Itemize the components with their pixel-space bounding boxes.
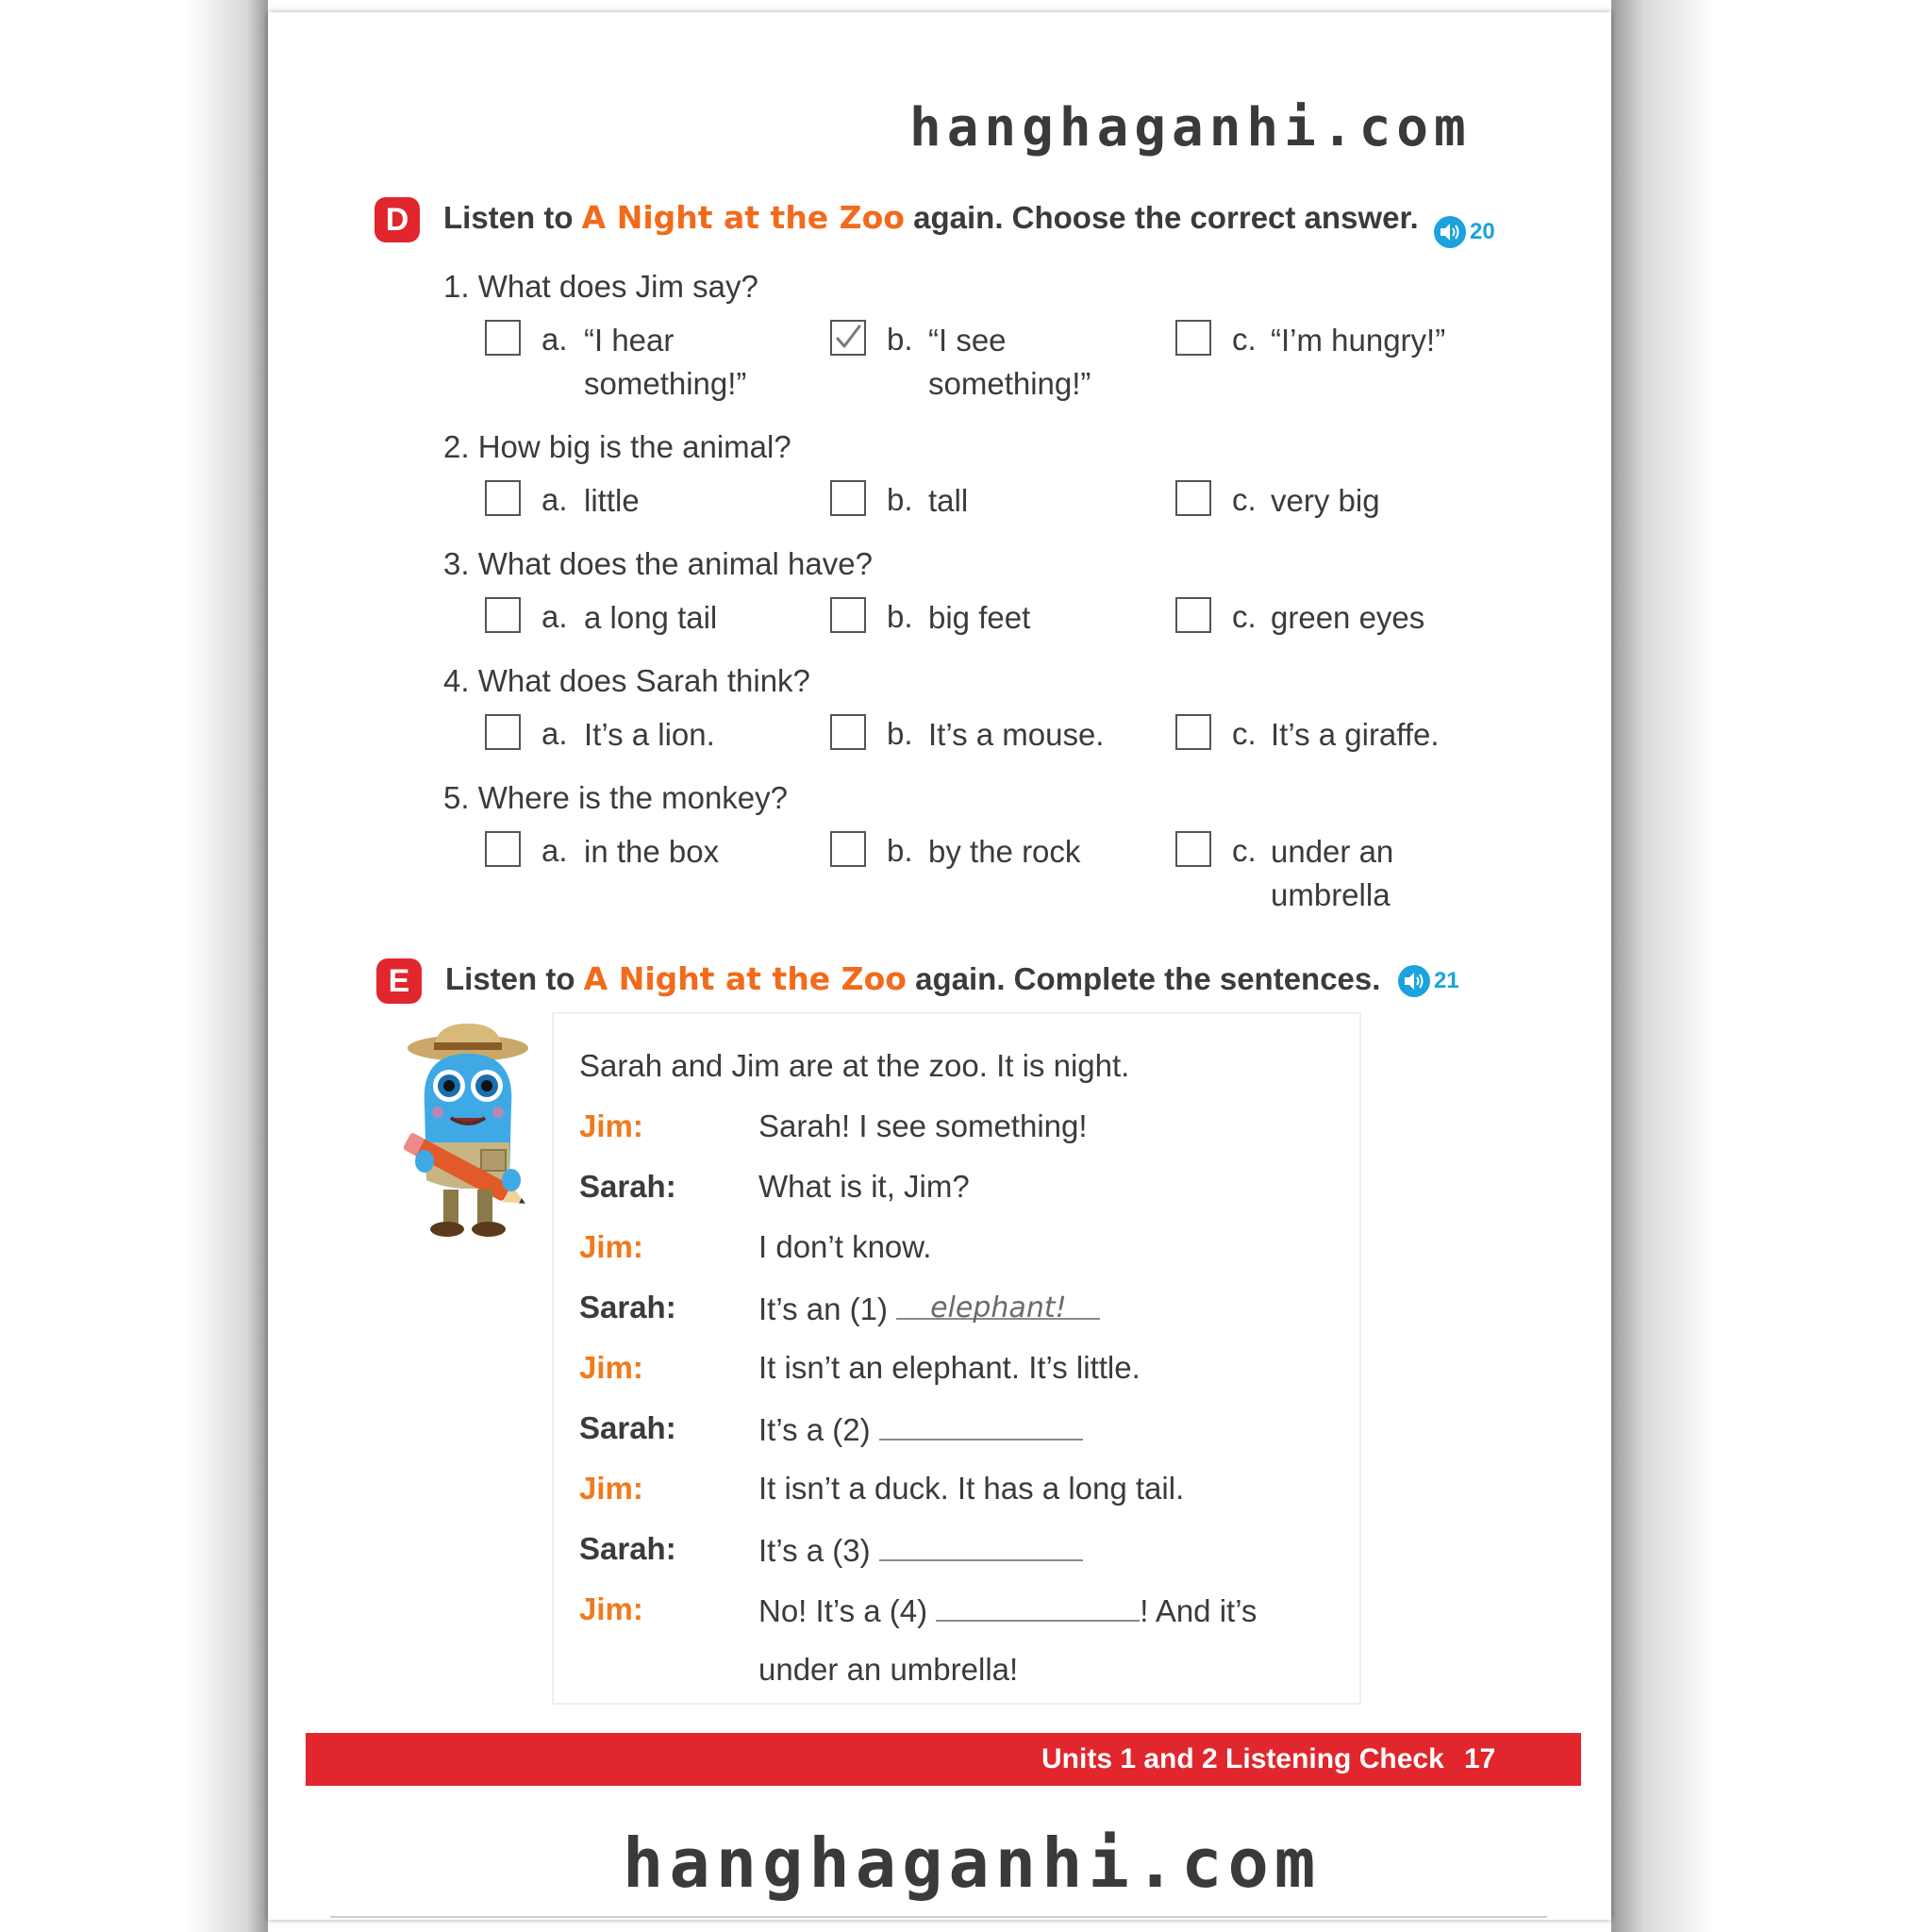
section-d-badge: D [375, 197, 420, 242]
option-line: “I hear [584, 323, 675, 358]
backdrop-right [1611, 0, 1932, 1932]
option-line: umbrella [1271, 877, 1391, 912]
speaker-label: Sarah: [579, 1410, 676, 1445]
speaker-label: Jim: [579, 1229, 643, 1264]
question-text: How big is the animal? [477, 429, 791, 464]
section-e-badge: E [376, 958, 422, 1004]
speaker-icon [1398, 965, 1430, 997]
option-2a: little [584, 483, 640, 518]
answer-checkbox-4b[interactable] [830, 714, 866, 750]
question-text: What does the animal have? [477, 546, 873, 581]
option-letter: a. [541, 322, 568, 357]
question-3 [443, 546, 873, 582]
checkmark-icon [832, 322, 864, 354]
option-letter: a. [541, 482, 568, 517]
question-text: What does Sarah think? [477, 663, 810, 698]
option-1b [928, 319, 1091, 406]
section-e-instruction [445, 960, 1380, 997]
option-2b: tall [928, 483, 969, 518]
track-number: 20 [1470, 219, 1495, 244]
audio-track-21[interactable] [1398, 965, 1459, 997]
option-3c: green eyes [1271, 600, 1425, 635]
dialogue-line: What is it, Jim? [758, 1169, 970, 1204]
watermark-bottom: hanghaganhi.com [623, 1824, 1322, 1903]
answer-checkbox-2b[interactable] [830, 480, 866, 516]
line-text: It’s a (3) [758, 1533, 871, 1568]
backdrop-left [0, 0, 268, 1932]
answer-checkbox-2a[interactable] [485, 480, 521, 516]
speaker-label: Jim: [579, 1108, 643, 1143]
explorer-mascot-icon [392, 1020, 543, 1251]
page-number: 17 [1464, 1743, 1496, 1774]
dialogue-line: It isn’t an elephant. It’s little. [758, 1350, 1141, 1385]
question-text: Where is the monkey? [477, 780, 789, 815]
option-letter: a. [541, 833, 568, 868]
answer-checkbox-5a[interactable] [485, 831, 521, 867]
option-5c [1271, 830, 1393, 917]
question-number: 5. [443, 780, 470, 815]
answer-checkbox-4c[interactable] [1175, 714, 1211, 750]
dialogue-line [758, 1290, 1100, 1327]
option-letter: c. [1232, 716, 1257, 751]
speaker-label: Sarah: [579, 1531, 676, 1566]
answer-checkbox-3c[interactable] [1175, 597, 1211, 633]
question-5 [443, 780, 788, 816]
option-line: “I see [928, 323, 1007, 358]
option-4a: It’s a lion. [584, 717, 715, 752]
question-4 [443, 663, 810, 699]
line-text: It’s an (1) [758, 1291, 888, 1326]
question-2 [443, 429, 791, 465]
audio-track-20[interactable] [1434, 216, 1495, 248]
track-number: 21 [1434, 968, 1459, 993]
option-letter: c. [1232, 833, 1257, 868]
answer-blank-4[interactable] [936, 1591, 1140, 1622]
answer-checkbox-1c[interactable] [1175, 320, 1211, 356]
answer-checkbox-2c[interactable] [1175, 480, 1211, 516]
instruction-post: again. Choose the correct answer. [913, 200, 1419, 235]
option-1a [584, 319, 746, 406]
option-letter: a. [541, 599, 568, 634]
speaker-label: Sarah: [579, 1169, 676, 1204]
answer-checkbox-5b[interactable] [830, 831, 866, 867]
instruction-pre: Listen to [443, 200, 574, 235]
option-letter: c. [1232, 322, 1257, 357]
option-1c [1271, 319, 1445, 362]
dialogue-line [758, 1410, 1083, 1448]
line-text: No! It’s a (4) [758, 1593, 928, 1628]
answer-blank-2[interactable] [879, 1410, 1083, 1441]
answer-checkbox-3b[interactable] [830, 597, 866, 633]
option-3b: big feet [928, 600, 1031, 635]
watermark-top: hanghaganhi.com [909, 97, 1472, 158]
option-letter: b. [887, 599, 913, 634]
option-line: “I’m hungry!” [1271, 323, 1446, 358]
option-letter: a. [541, 716, 568, 751]
option-4c: It’s a giraffe. [1271, 717, 1440, 752]
dialogue-line: I don’t know. [758, 1229, 932, 1264]
option-5b: by the rock [928, 834, 1081, 869]
option-2c: very big [1271, 483, 1380, 518]
line-text: It’s a (2) [758, 1412, 871, 1447]
dialogue-line: Sarah! I see something! [758, 1108, 1088, 1143]
option-3a: a long tail [584, 600, 718, 635]
speaker-icon [1434, 216, 1466, 248]
option-line: something!” [584, 366, 747, 401]
instruction-pre: Listen to [445, 961, 575, 996]
answer-checkbox-1b[interactable] [830, 320, 866, 356]
option-line: under an [1271, 834, 1394, 869]
answer-checkbox-5c[interactable] [1175, 831, 1211, 867]
question-number: 1. [443, 269, 470, 304]
question-text: What does Jim say? [477, 269, 758, 304]
story-title: A Night at the Zoo [581, 199, 905, 236]
answer-blank-1[interactable] [896, 1290, 1100, 1324]
instruction-post: again. Complete the sentences. [915, 961, 1381, 996]
answer-checkbox-1a[interactable] [485, 320, 521, 356]
story-title: A Night at the Zoo [583, 960, 907, 997]
written-answer: elephant! [930, 1291, 1067, 1324]
dialogue-line-continuation: under an umbrella! [758, 1652, 1019, 1687]
question-number: 4. [443, 663, 470, 698]
option-letter: b. [887, 716, 913, 751]
line-text: ! And it’s [1140, 1593, 1257, 1628]
page-edge-line [330, 1916, 1547, 1918]
dialogue-line [758, 1591, 1257, 1629]
option-line: something!” [928, 366, 1091, 401]
footer-title: Units 1 and 2 Listening Check [1041, 1743, 1444, 1774]
workbook-page [268, 12, 1611, 1920]
option-letter: c. [1232, 482, 1257, 517]
answer-checkbox-3a[interactable] [485, 597, 521, 633]
answer-checkbox-4a[interactable] [485, 714, 521, 750]
option-letter: c. [1232, 599, 1257, 634]
dialogue-intro: Sarah and Jim are at the zoo. It is night. [579, 1048, 1130, 1083]
dialogue-line: It isn’t a duck. It has a long tail. [758, 1471, 1185, 1506]
option-letter: b. [887, 833, 913, 868]
option-5a: in the box [584, 834, 720, 869]
option-letter: b. [887, 322, 913, 357]
section-d-instruction [443, 199, 1419, 236]
speaker-label: Sarah: [579, 1290, 676, 1324]
option-letter: b. [887, 482, 913, 517]
speaker-label: Jim: [579, 1350, 643, 1385]
speaker-label: Jim: [579, 1471, 643, 1506]
dialogue-line [758, 1531, 1083, 1569]
speaker-label: Jim: [579, 1591, 643, 1626]
question-number: 3. [443, 546, 470, 581]
option-4b: It’s a mouse. [928, 717, 1105, 752]
question-1 [443, 269, 758, 305]
question-number: 2. [443, 429, 470, 464]
answer-blank-3[interactable] [879, 1531, 1083, 1561]
